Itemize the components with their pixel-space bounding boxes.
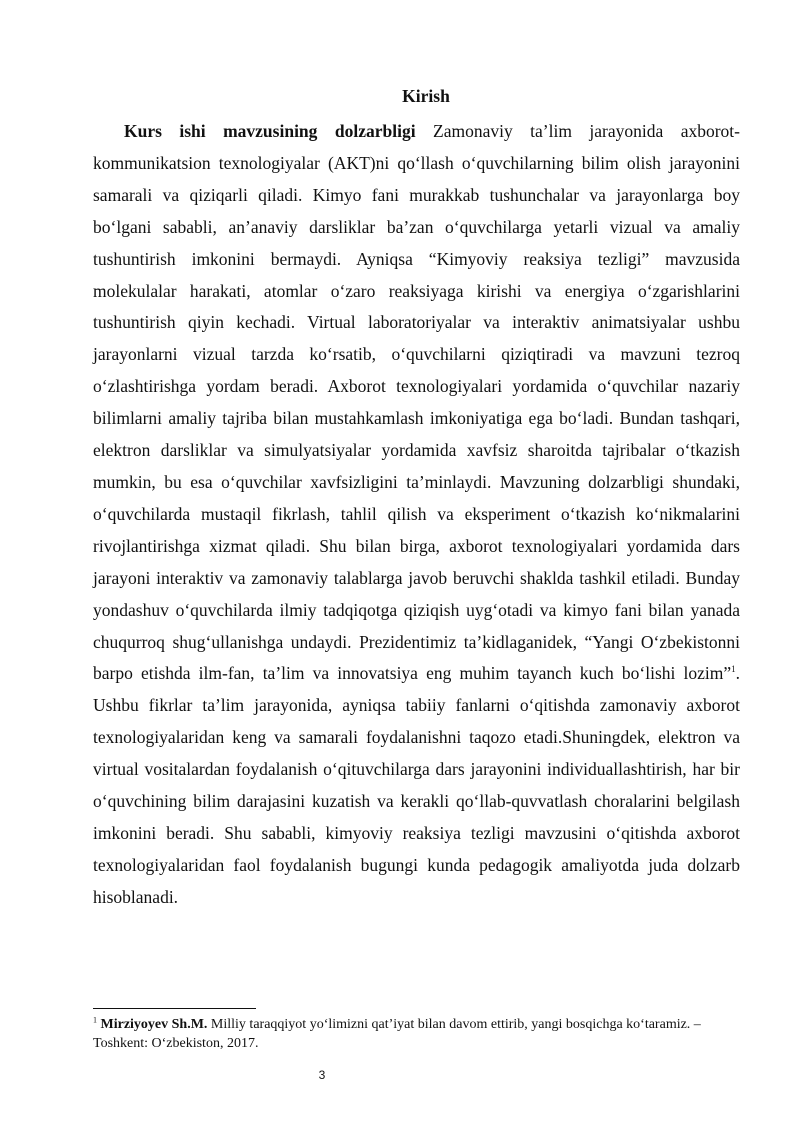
footnote-marker: 1: [93, 1015, 97, 1025]
footnote-reference[interactable]: 1: [731, 664, 736, 675]
body-paragraph: [93, 116, 740, 914]
page-number: 3: [318, 1068, 326, 1082]
footnote-separator: [93, 1008, 256, 1009]
footnote-author: Mirziyoyev Sh.M.: [100, 1017, 208, 1032]
section-title: Kirish: [402, 86, 450, 106]
footnote-text: Milliy taraqqiyot yo‘limizni qat’iyat bilan davom ettirib, yangi bosqichga ko‘taramiz. – Toshkent: O‘zbekiston, 2017.: [93, 1017, 701, 1051]
footnote: [93, 1015, 740, 1053]
lead-heading: Kurs ishi mavzusining dolzarbligi: [124, 121, 416, 141]
paragraph-text-part2: . Ushbu fikrlar ta’lim jarayonida, ayniqsa tabiiy fanlarni o‘qitishda zamonaviy axborot texnologiyalaridan keng va samarali foydalanishni taqozo etadi.Shuningdek, elektron va virtual vositalardan foydalanish o‘qituvchilarga dars jarayonini individuallashtirish, har bir o‘quvchining bilim darajasini kuzatish va kerakli qo‘llab-quvvatlash choralarini belgilash imkonini beradi. Shu sababli, kimyoviy reaksiya tezligi mavzusini o‘qitishda axborot texnologiyalaridan faol foydalanish bugungi kunda pedagogik amaliyotda juda dolzarb hisoblanadi.: [93, 663, 740, 907]
paragraph-text-part1: Zamonaviy ta’lim jarayonida axborot-kommunikatsion texnologiyalar (AKT)ni qo‘llash o‘quvchilarning bilim olish jarayonini samarali va qiziqarli qiladi. Kimyo fani murakkab tushunchalar va jarayonlarga boy bo‘lgani sababli, an’anaviy darsliklar ba’zan o‘quvchilarga yetarli vizual va amaliy tushuntirish imkonini bermaydi. Ayniqsa “Kimyoviy reaksiya tezligi” mavzusida molekulalar harakati, atomlar o‘zaro reaksiyaga kirishi va energiya o‘zgarishlarini tushuntirish qiyin kechadi. Virtual laboratoriyalar va interaktiv animatsiyalar ushbu jarayonlarni vizual tarzda ko‘rsatib, o‘quvchilarni qiziqtiradi va mavzuni tezroq o‘zlashtirishga yordam beradi. Axborot texnologiyalari yordamida o‘quvchilar nazariy bilimlarni amaliy tajriba bilan mustahkamlash imkoniyatiga ega bo‘ladi. Bundan tashqari, elektron darsliklar va simulyatsiyalar yordamida xavfsiz sharoitda tajribalar o‘tkazish mumkin, bu esa o‘quvchilar xavfsizligini ta’minlaydi. Mavzuning dolzarbligi shundaki, o‘quvchilarda mustaqil fikrlash, tahlil qilish va eksperiment o‘tkazish ko‘nikmalarini rivojlantirishga xizmat qiladi. Shu bilan birga, axborot texnologiyalari yordamida dars jarayoni interaktiv va zamonaviy talablarga javob beruvchi shaklda tashkil etiladi. Bunday yondashuv o‘quvchilarda ilmiy tadqiqotga qiziqish uyg‘otadi va kimyo fani bilan yanada chuqurroq shug‘ullanishga undaydi. Prezidentimiz ta’kidlaganidek, “Yangi O‘zbekistonni barpo etishda ilm-fan, ta’lim va innovatsiya eng muhim tayanch kuch bo‘lishi lozim”: [93, 121, 740, 684]
